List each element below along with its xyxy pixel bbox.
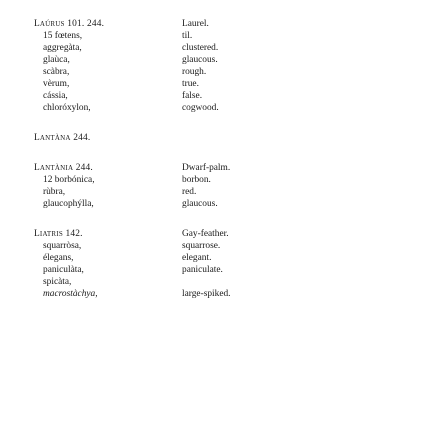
species-english: red. (182, 187, 197, 197)
species-latin: vèrum, (43, 79, 70, 89)
genus-translation: Laurel. (182, 19, 209, 29)
species-latin: glaucophýlla, (43, 199, 94, 209)
species-latin: aggregàta, (43, 43, 82, 53)
genus-translation: Dwarf-palm. (182, 163, 231, 173)
species-english (182, 276, 382, 288)
genus-heading-lantana: Lantàna 244. (34, 133, 91, 143)
species-latin: 12 borbónica, (43, 175, 95, 185)
species-latin: macrostàchya, (43, 289, 98, 299)
species-english: paniculate. (182, 265, 223, 275)
species-english: elegant. (182, 253, 212, 263)
latin-column (34, 18, 184, 300)
species-latin: spicàta, (43, 277, 72, 287)
species-english: glaucous. (182, 55, 218, 65)
genus-translation (182, 132, 382, 144)
species-english: true. (182, 79, 199, 89)
species-english: clustered. (182, 43, 219, 53)
genus-heading-liatris: Liatris 142. (34, 229, 83, 239)
species-english: squarrose. (182, 241, 221, 251)
species-latin: chloróxylon, (43, 103, 91, 113)
genus-heading-laurus: Laúrus 101. 244. (34, 19, 105, 29)
species-latin: squarròsa, (43, 241, 82, 251)
species-latin: rùbra, (43, 187, 66, 197)
species-latin: paniculàta, (43, 265, 84, 275)
species-english: glaucous. (182, 199, 218, 209)
species-latin: cássia, (43, 91, 68, 101)
english-column (182, 18, 382, 300)
species-english: borbon. (182, 175, 211, 185)
species-latin: scàbra, (43, 67, 70, 77)
genus-translation: Gay-feather. (182, 229, 229, 239)
species-latin: 15 fœtens, (43, 31, 83, 41)
species-english: large-spiked. (182, 289, 231, 299)
species-english: cogwood. (182, 103, 219, 113)
species-latin: glaùca, (43, 55, 70, 65)
species-latin: élegans, (43, 253, 74, 263)
genus-heading-latania: Lantània 244. (34, 163, 93, 173)
species-english: rough. (182, 67, 207, 77)
species-english: til. (182, 31, 193, 41)
species-english: false. (182, 91, 203, 101)
